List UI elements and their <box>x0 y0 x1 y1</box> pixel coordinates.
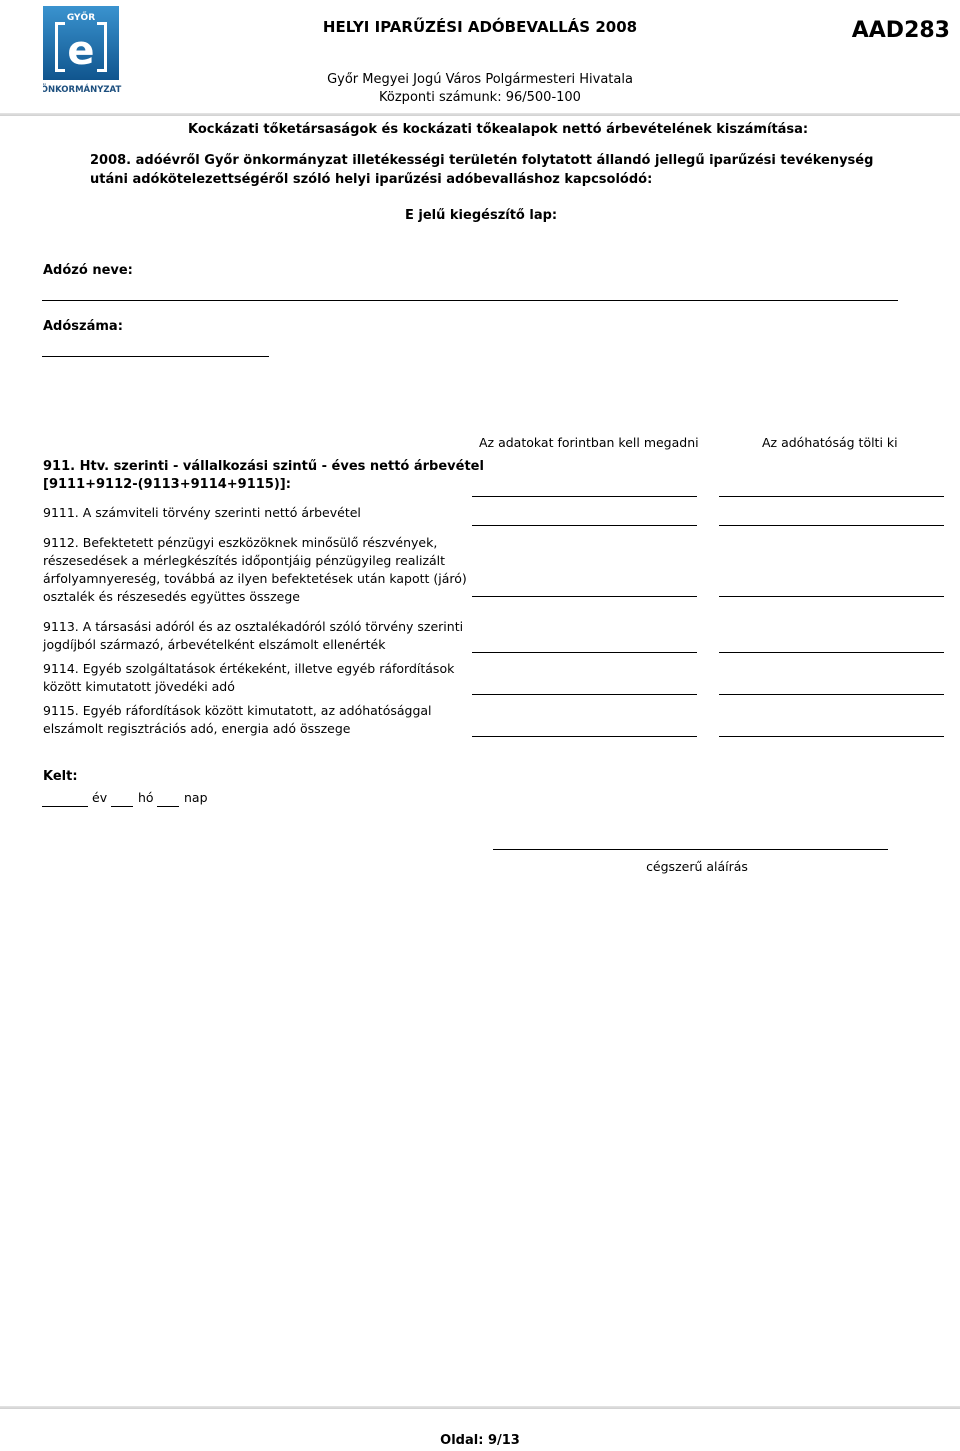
row-9111-authority-field <box>719 525 944 526</box>
logo-bottom-text: ÖNKORMÁNYZAT <box>43 85 122 95</box>
tax-number-field[interactable] <box>42 356 269 357</box>
row-9112-authority-field <box>719 596 944 597</box>
row-9113-label-1: 9113. A társasási adóról és az osztalékadóról szóló törvény szerinti <box>43 619 464 634</box>
row-9115-amount-field[interactable] <box>472 736 697 737</box>
row-9111-label: 9111. A számviteli törvény szerinti nettó árbevétel <box>43 505 361 520</box>
logo-letter: e <box>67 28 95 74</box>
section-title: Kockázati tőketársaságok és kockázati tőkealapok nettó árbevételének kiszámítása: <box>188 122 809 137</box>
row-911-authority-field <box>719 496 944 497</box>
column-header-authority: Az adóhatóság tölti ki <box>762 435 898 450</box>
row-9114-amount-field[interactable] <box>472 694 697 695</box>
row-9111-amount-field[interactable] <box>472 525 697 526</box>
header-divider <box>0 113 960 116</box>
row-9114-authority-field <box>719 694 944 695</box>
row-9115-label-2: elszámolt regisztrációs adó, energia adó összege <box>43 721 351 736</box>
date-day-field[interactable] <box>157 806 179 807</box>
issuer-phone: Központi számunk: 96/500-100 <box>379 90 581 105</box>
taxpayer-name-field[interactable] <box>42 300 898 301</box>
intro-line-1: 2008. adóévről Győr önkormányzat illetékességi területén folytatott állandó jellegű iparűzési tevékenység <box>90 153 874 168</box>
form-title: HELYI IPARŰZÉSI ADÓBEVALLÁS 2008 <box>322 18 638 36</box>
row-9114-label-1: 9114. Egyéb szolgáltatások értékeként, illetve egyéb ráfordítások <box>43 661 455 676</box>
logo <box>43 6 123 96</box>
signature-label: cégszerű aláírás <box>646 859 748 874</box>
row-9112-label-4: osztalék és részesedés együttes összege <box>43 589 300 604</box>
supplement-title: E jelű kiegészítő lap: <box>405 208 558 223</box>
row-911-label-2: [9111+9112-(9113+9114+9115)]: <box>43 477 291 492</box>
form-code: AAD283 <box>851 18 950 43</box>
logo-top-text: GYŐR <box>66 13 96 23</box>
date-year-label: év <box>92 790 108 805</box>
row-9114-label-2: között kimutatott jövedéki adó <box>43 679 235 694</box>
issuer-name: Győr Megyei Jogú Város Polgármesteri Hivatala <box>327 72 633 87</box>
row-9113-authority-field <box>719 652 944 653</box>
row-9112-label-1: 9112. Befektetett pénzügyi eszközöknek minősülő részvények, <box>43 535 438 550</box>
intro-line-2: utáni adókötelezettségéről szóló helyi iparűzési adóbevalláshoz kapcsolódó: <box>90 172 653 187</box>
date-day-label: nap <box>184 790 208 805</box>
date-month-field[interactable] <box>111 806 133 807</box>
signature-field[interactable] <box>493 849 888 850</box>
tax-number-label: Adószáma: <box>43 319 123 334</box>
row-9112-label-2: részesedések a mérlegkészítés időpontjáig pénzügyileg realizált <box>43 553 446 568</box>
row-9115-authority-field <box>719 736 944 737</box>
row-9112-amount-field[interactable] <box>472 596 697 597</box>
date-year-field[interactable] <box>42 806 88 807</box>
row-9115-label-1: 9115. Egyéb ráfordítások között kimutatott, az adóhatósággal <box>43 703 432 718</box>
row-911-label-1: 911. Htv. szerinti - vállalkozási szintű - éves nettó árbevétel <box>43 459 484 474</box>
row-9112-label-3: árfolyamnyereség, továbbá az ilyen befektetések után kapott (járó) <box>43 571 467 586</box>
row-9113-amount-field[interactable] <box>472 652 697 653</box>
column-header-amount: Az adatokat forintban kell megadni <box>479 435 699 450</box>
row-911-amount-field[interactable] <box>472 496 697 497</box>
taxpayer-name-label: Adózó neve: <box>43 263 133 278</box>
footer-divider <box>0 1406 960 1409</box>
row-9113-label-2: jogdíjból származó, árbevételként elszámolt ellenérték <box>43 637 386 652</box>
page-number: Oldal: 9/13 <box>440 1433 520 1448</box>
date-month-label: hó <box>138 790 154 805</box>
date-label: Kelt: <box>43 769 78 784</box>
